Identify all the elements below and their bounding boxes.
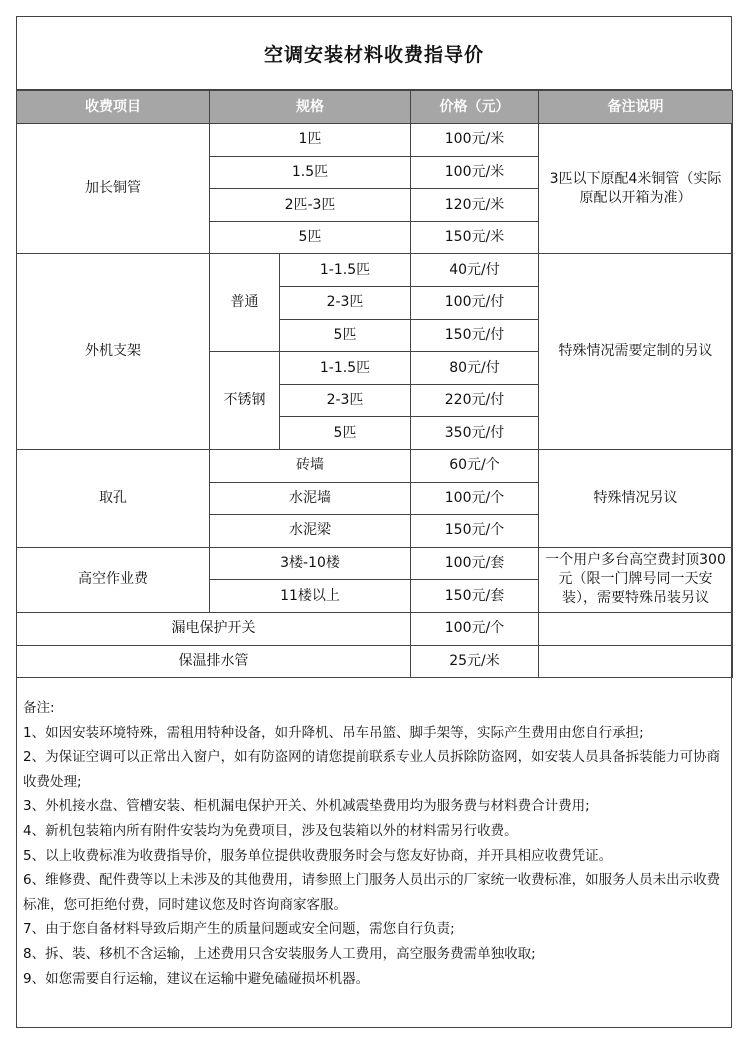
note-line: 3、外机接水盘、管槽安装、柜机漏电保护开关、外机减震垫费用均为服务费与材料费合计费用; [23, 798, 590, 815]
note-line: 1、如因安装环境特殊，需租用特种设备，如升降机、吊车吊篮、脚手架等，实际产生费用由您自行承担; [23, 724, 644, 741]
hole-spec: 水泥梁 [210, 515, 411, 548]
note-line: 9、如您需要自行运输，建议在运输中避免磕碰损坏机器。 [23, 970, 370, 987]
bracket-price: 40元/付 [411, 254, 539, 287]
bracket-item: 外机支架 [17, 254, 210, 450]
hole-spec: 砖墙 [210, 449, 411, 482]
document-title: 空调安装材料收费指导价 [17, 17, 731, 90]
note-line: 4、新机包装箱内所有附件安装均为免费项目，涉及包装箱以外的材料需另行收费。 [23, 823, 518, 840]
drain-price: 25元/米 [411, 645, 539, 678]
table-row [17, 254, 733, 287]
switch-item: 漏电保护开关 [17, 612, 411, 645]
pipe-price: 100元/米 [411, 124, 539, 157]
pipe-price: 150元/米 [411, 221, 539, 254]
hole-spec: 水泥墙 [210, 482, 411, 515]
height-price: 100元/套 [411, 547, 539, 580]
drain-item: 保温排水管 [17, 645, 411, 678]
note-line: 7、由于您自备材料导致后期产生的质量问题或安全问题，需您自行负责; [23, 921, 455, 938]
note-line: 6、维修费、配件费等以上未涉及的其他费用，请参照上门服务人员出示的厂家统一收费标准，如服务人员未出示收费标准，您可拒绝付费，同时建议您及时咨询商家客服。 [23, 872, 721, 913]
height-spec: 3楼-10楼 [210, 547, 411, 580]
height-item: 高空作业费 [17, 547, 210, 612]
table-row [17, 547, 733, 580]
table-header-row [17, 91, 733, 124]
bracket-spec: 2-3匹 [280, 286, 411, 319]
table-row [17, 612, 733, 645]
pipe-price: 100元/米 [411, 156, 539, 189]
bracket-price: 80元/付 [411, 352, 539, 385]
header-item: 收费项目 [17, 91, 210, 124]
pipe-spec: 1.5匹 [210, 156, 411, 189]
hole-price: 100元/个 [411, 482, 539, 515]
price-guide-document [16, 16, 732, 1028]
bracket-spec: 5匹 [280, 417, 411, 450]
pipe-spec: 5匹 [210, 221, 411, 254]
bracket-price: 150元/付 [411, 319, 539, 352]
bracket-spec: 1-1.5匹 [280, 352, 411, 385]
bracket-normal-label: 普通 [210, 254, 280, 352]
bracket-spec: 5匹 [280, 319, 411, 352]
header-note: 备注说明 [539, 91, 733, 124]
fee-table [16, 90, 733, 678]
switch-note [539, 612, 733, 645]
table-row [17, 645, 733, 678]
bracket-note: 特殊情况需要定制的另议 [539, 254, 733, 450]
pipe-note: 3匹以下原配4米铜管（实际原配以开箱为准） [539, 124, 733, 254]
note-line: 5、以上收费标准为收费指导价，服务单位提供收费服务时会与您友好协商，并开具相应收费凭证。 [23, 847, 613, 864]
height-spec: 11楼以上 [210, 580, 411, 613]
bracket-steel-label: 不锈钢 [210, 352, 280, 450]
hole-price: 60元/个 [411, 449, 539, 482]
bracket-spec: 1-1.5匹 [280, 254, 411, 287]
switch-price: 100元/个 [411, 612, 539, 645]
hole-item: 取孔 [17, 449, 210, 547]
table-row [17, 124, 733, 157]
notes-heading: 备注: [23, 700, 55, 717]
pipe-spec: 2匹-3匹 [210, 189, 411, 222]
hole-price: 150元/个 [411, 515, 539, 548]
note-line: 2、为保证空调可以正常出入窗户，如有防盗网的请您提前联系专业人员拆除防盗网，如安装人员具备拆装能力可协商收费处理; [23, 749, 721, 790]
hole-note: 特殊情况另议 [539, 449, 733, 547]
pipe-spec: 1匹 [210, 124, 411, 157]
note-line: 8、拆、装、移机不含运输，上述费用只含安装服务人工费用，高空服务费需单独收取; [23, 946, 536, 963]
header-spec: 规格 [210, 91, 411, 124]
bracket-price: 220元/付 [411, 384, 539, 417]
height-price: 150元/套 [411, 580, 539, 613]
pipe-price: 120元/米 [411, 189, 539, 222]
bracket-price: 350元/付 [411, 417, 539, 450]
header-price: 价格（元） [411, 91, 539, 124]
height-note: 一个用户多台高空费封顶300元（限一门牌号同一天安装），需要特殊吊装另议 [539, 547, 733, 612]
bracket-spec: 2-3匹 [280, 384, 411, 417]
notes-section [17, 678, 731, 991]
table-row [17, 449, 733, 482]
bracket-price: 100元/付 [411, 286, 539, 319]
pipe-item: 加长铜管 [17, 124, 210, 254]
drain-note [539, 645, 733, 678]
